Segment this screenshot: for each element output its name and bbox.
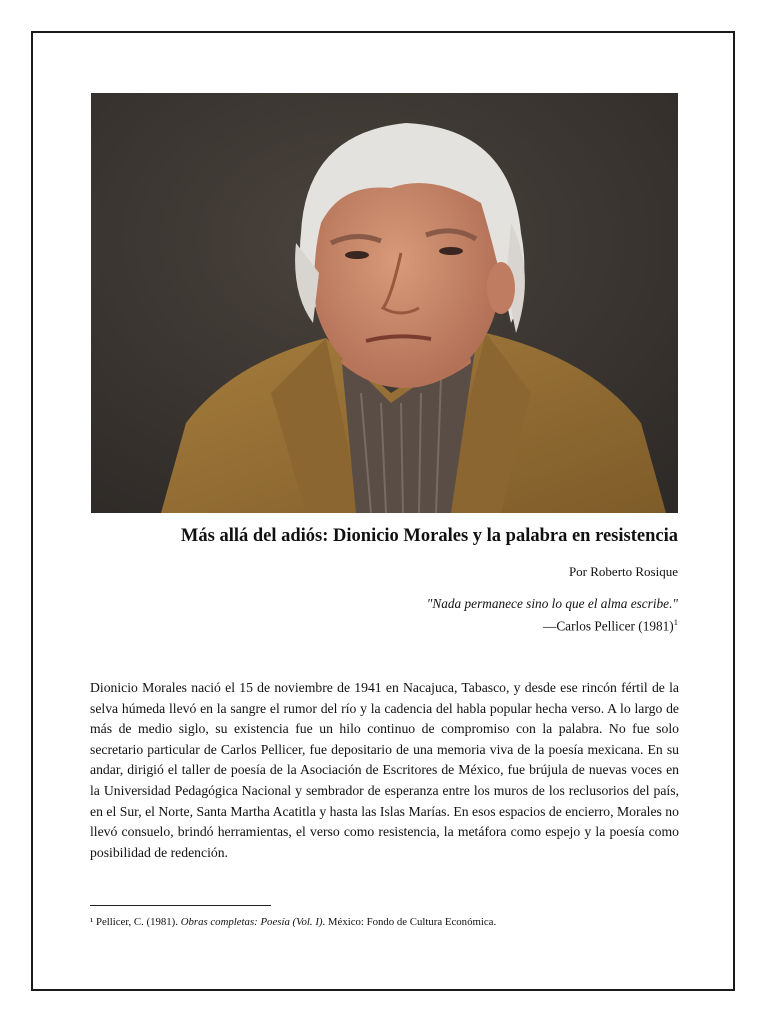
footnote-text-pre: Pellicer, C. (1981). [93, 916, 181, 928]
portrait-photo [91, 93, 678, 513]
article-byline: Por Roberto Rosique [568, 564, 678, 579]
portrait-illustration [91, 93, 678, 513]
footnote-marker: ¹ [90, 916, 94, 928]
epigraph [427, 594, 678, 635]
article-title: Más allá del adiós: Dionicio Morales y la palabra en resistencia [180, 526, 678, 546]
epigraph-attribution-line [427, 613, 678, 635]
epigraph-attribution: —Carlos Pellicer (1981) [543, 618, 674, 634]
footnote-reference[interactable]: 1 [673, 617, 678, 627]
footnote-text-post: . México: Fondo de Cultura Económica. [322, 916, 497, 928]
footnote [90, 916, 496, 928]
article-body: Dionicio Morales nació el 15 de noviembre de 1941 en Nacajuca, Tabasco, y desde ese rincón fértil de la selva húmeda llevó en la sangre el rumor del río y la cadencia del habla popular hecha verso. A lo largo de más de medio siglo, su existencia fue un hilo continuo de compromiso con la palabra. No fue solo secretario particular de Carlos Pellicer, fue depositario de una memoria viva de la poesía mexicana. En su andar, dirigió el taller de poesía de la Asociación de Escritores de México, fue brújula de nuevas voces en la Universidad Pedagógica Nacional y sembrador de esperanza entre los muros de los reclusorios del país, en el Sur, el Norte, Santa Martha Acatitla y hasta las Islas Marías. En esos espacios de encierro, Morales no llevó consuelo, brindó herramientas, el verso como resistencia, la metáfora como espejo y la poesía como posibilidad de redención. [90, 680, 679, 860]
footnote-work-title: Obras completas: Poesía (Vol. I) [180, 916, 323, 928]
footnote-divider [90, 905, 271, 906]
epigraph-quote: "Nada permanece sino lo que el alma escribe." [426, 596, 678, 611]
